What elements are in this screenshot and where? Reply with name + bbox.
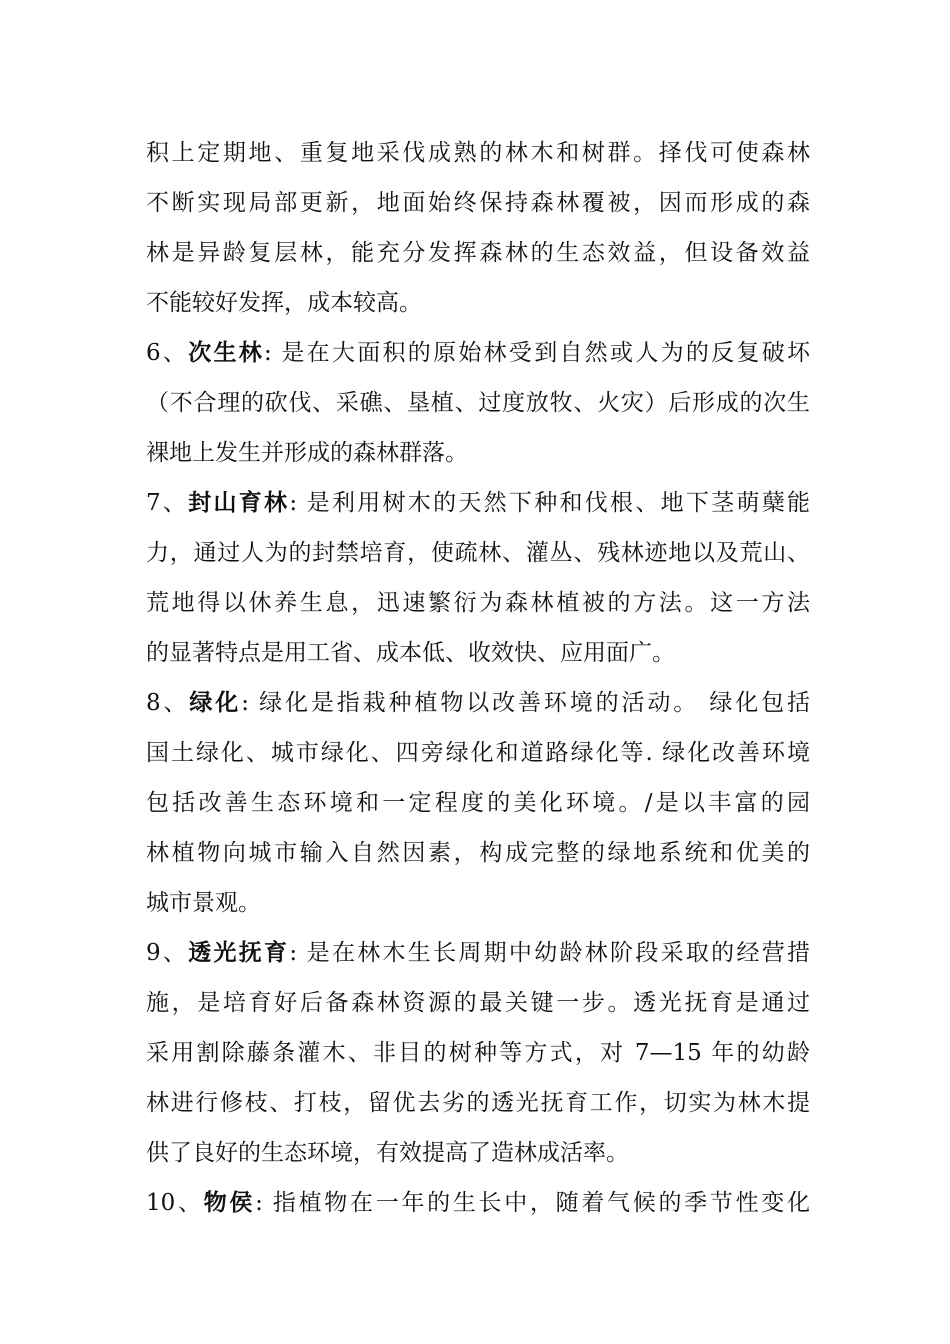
definition-item-8 (146, 678, 810, 728)
text-line: 林进行修枝、打枝，留优去劣的透光抚育工作，切实为林木提 (146, 1090, 810, 1116)
text-line: 积上定期地、重复地采伐成熟的林木和树群。择伐可使森林 (146, 140, 810, 166)
definition-text: : 是利用树木的天然下种和伐根、地下茎萌蘖能 (289, 490, 811, 516)
text-line: 裸地上发生并形成的森林群落。 (146, 440, 468, 466)
item-number: 9、 (146, 940, 189, 966)
definition-text: : 是在大面积的原始林受到自然或人为的反复破坏 (264, 340, 811, 366)
document-body (146, 128, 810, 1228)
text-line: 国土绿化、城市绿化、四旁绿化和道路绿化等. 绿化改善环境 (146, 740, 810, 766)
definition-text: : 是在林木生长周期中幼龄林阶段采取的经营措 (289, 940, 811, 966)
term-label: 透光抚育 (188, 940, 290, 966)
item-number: 10、 (146, 1190, 204, 1216)
item-number: 6、 (146, 340, 189, 366)
text-line: 供了良好的生态环境，有效提高了造林成活率。 (146, 1140, 629, 1166)
definition-item-10 (146, 1178, 810, 1228)
term-label: 次生林 (188, 340, 265, 366)
text-line: 施，是培育好后备森林资源的最关键一步。透光抚育是通过 (146, 990, 810, 1016)
text-line: 包括改善生态环境和一定程度的美化环境。/是以丰富的园 (146, 790, 810, 816)
definition-text: : 指植物在一年的生长中，随着气候的季节性变化 (255, 1190, 811, 1216)
text-line: 力，通过人为的封禁培育，使疏林、灌丛、残林迹地以及荒山、 (146, 540, 810, 566)
text-line: 林植物向城市输入自然因素，构成完整的绿地系统和优美的 (146, 840, 810, 866)
item-number: 7、 (146, 490, 189, 516)
term-label: 绿化 (189, 690, 242, 716)
text-line: 采用割除藤条灌木、非目的树种等方式，对 7—15 年的幼龄 (146, 1040, 810, 1066)
definition-item-6 (146, 328, 810, 378)
text-line: （不合理的砍伐、采礁、垦植、过度放牧、火灾）后形成的次生 (146, 390, 810, 416)
text-line: 城市景观。 (146, 890, 261, 916)
item-number: 8、 (146, 690, 190, 716)
text-line: 荒地得以休养生息，迅速繁衍为森林植被的方法。这一方法 (146, 590, 810, 616)
definition-text: : 绿化是指栽种植物以改善环境的活动。 绿化包括 (241, 690, 811, 716)
term-label: 物侯 (203, 1190, 256, 1216)
text-line: 林是异龄复层林，能充分发挥森林的生态效益，但设备效益 (146, 240, 810, 266)
definition-item-9 (146, 928, 810, 978)
text-line: 的显著特点是用工省、成本低、收效快、应用面广。 (146, 640, 675, 666)
definition-item-7 (146, 478, 810, 528)
text-line: 不能较好发挥，成本较高。 (146, 290, 422, 316)
term-label: 封山育林 (188, 490, 290, 516)
text-line: 不断实现局部更新，地面始终保持森林覆被，因而形成的森 (146, 190, 810, 216)
